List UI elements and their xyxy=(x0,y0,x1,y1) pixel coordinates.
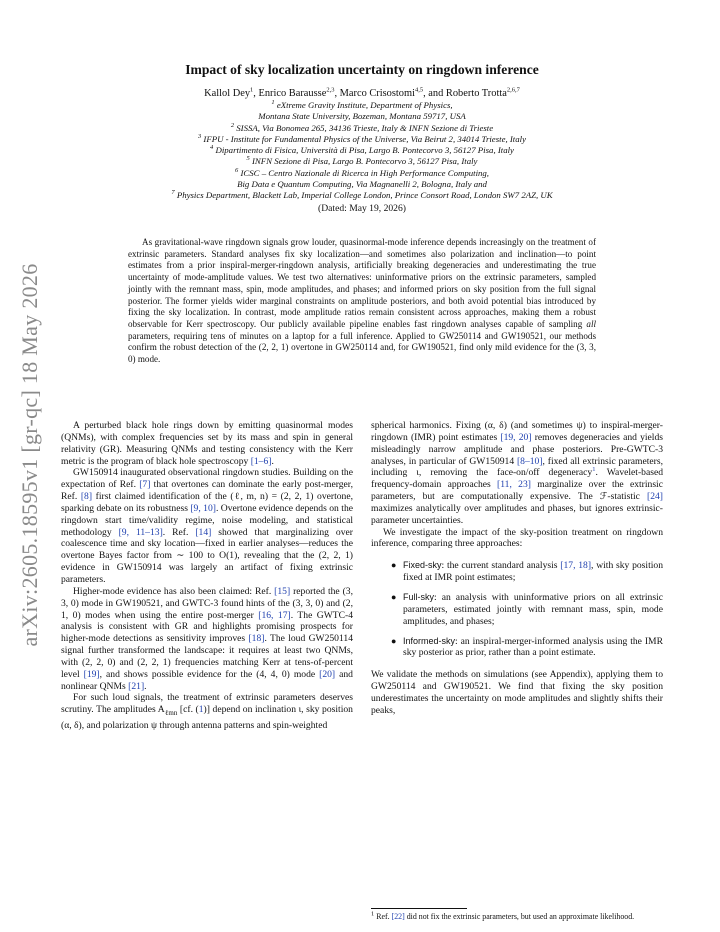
author-affil-mark: 2,6,7 xyxy=(506,86,520,94)
approach-list xyxy=(371,560,663,659)
affiliation-list xyxy=(80,100,644,202)
citation-link[interactable]: [11, 23] xyxy=(497,479,531,491)
author-affil-mark: 1 xyxy=(250,86,254,94)
citation-link[interactable]: [1–6] xyxy=(250,455,272,467)
author-name: Marco Crisostomi xyxy=(339,88,415,99)
footnote: $^1$ Ref. [22] did not fix the extrinsic parameters, but used an approximate likelihood. xyxy=(371,910,635,921)
body-column-left xyxy=(61,420,353,732)
citation-link[interactable]: [19, 20] xyxy=(500,431,532,443)
affiliation-line: $^4$ Dipartimento di Fisica, Università di Pisa, Largo B. Pontecorvo 3, 56127 Pisa, Italy xyxy=(210,144,514,156)
affiliation-line: $^7$ Physics Department, Blackett Lab, Imperial College London, Prince Consort Road, London SW7 2AZ, UK xyxy=(171,189,553,201)
citation-link[interactable]: [9, 10] xyxy=(190,502,216,514)
paragraph: GW150914 inaugurated observational ringdown studies. Building on the expectation of Ref. [7] that overtones can dominate the early post-merger, Ref. [8] first claimed identification of the (ℓ, m, n) = (2, 2, 1) overtone, sparking debate on its robustness [9, 10]. Overtone evidence depends on the ringdown start time/validity regime, noise modeling, and statistical methodology [9, 11–13]. Ref. [14] showed that marginalizing over coalescence time and sky location—fixed in earlier analyses—reduces the overtone Bayes factor from ∼ 100 to O(1), revealing that the (2, 2, 1) evidence in GW150914 was largely an artifact of fixing extrinsic parameters. xyxy=(61,467,353,585)
paragraph: A perturbed black hole rings down by emitting quasinormal modes (QNMs), with complex frequencies set by its mass and spin in general relativity (GR). Measuring QNMs and testing consistency with the Kerr metric is the program of black hole spectroscopy [1–6]. xyxy=(61,420,353,467)
bullet-icon: ● xyxy=(391,635,397,646)
author-affil-mark: 2,3 xyxy=(326,86,335,94)
citation-link[interactable]: [7] xyxy=(139,479,151,491)
author-affil-mark: 4,5 xyxy=(414,86,424,94)
author-name: Enrico Barausse xyxy=(258,88,327,99)
affiliation-line: Big Data e Quantum Computing, Via Magnanelli 2, Bologna, Italy and xyxy=(237,179,487,190)
citation-link[interactable]: [15] xyxy=(274,585,291,597)
citation-link[interactable]: [24] xyxy=(647,491,663,503)
approach-label: Informed-sky xyxy=(403,635,456,646)
citation-link[interactable]: [8] xyxy=(80,491,93,503)
affiliation-line: $^3$ IFPU - Institute for Fundamental Physics of the Universe, Via Beirut 2, 34014 Trieste, Italy xyxy=(197,132,527,144)
affiliation-line: $^6$ ICSC – Centro Nazionale di Ricerca in High Performance Computing, xyxy=(234,166,490,178)
citation-link[interactable]: [20] xyxy=(319,668,336,680)
affiliation-line: Montana State University, Bozeman, Montana 59717, USA xyxy=(258,111,466,122)
citation-link[interactable]: [8–10] xyxy=(516,455,543,467)
citation-link[interactable]: [18] xyxy=(248,633,265,645)
footnote-divider xyxy=(371,908,467,909)
footnote-marker[interactable]: 1 xyxy=(592,466,596,474)
paper-title: Impact of sky localization uncertainty on ringdown inference xyxy=(185,62,539,77)
bullet-icon: ● xyxy=(391,591,397,602)
citation-link[interactable]: [17, 18] xyxy=(560,560,592,572)
arxiv-identifier: arXiv:2605.18595v1 [gr-qc] 18 May 2026 xyxy=(17,263,42,647)
body-column-right xyxy=(371,420,663,717)
citation-link[interactable]: [14] xyxy=(195,526,212,538)
paragraph: spherical harmonics. Fixing (α, δ) (and sometimes ψ) to inspiral-merger-ringdown (IMR) point estimates [19, 20] removes degeneracies and yields misleadingly narrow amplitude and phase posteriors. Pre-GWTC-3 analyses, in particular of GW150914 [8–10], fixed all extrinsic parameters, including ι, removing the face-on/off degeneracy$^1$. Wavelet-based frequency-domain approaches [11, 23] marginalize over the extrinsic parameters, but are computationally expensive. The ℱ-statistic [24] maximizes analytically over amplitudes and phases, but ignores extrinsic-parameter uncertainties. xyxy=(371,420,663,526)
author-list: Kallol Dey$^1$, Enrico Barausse$^{2,3}$, Marco Crisostomi$^{4,5}$, and Roberto Trotta$^{2,6,7}$ xyxy=(204,86,520,99)
arxiv-identifier-sidebar xyxy=(8,220,52,690)
bullet-icon: ● xyxy=(391,560,397,571)
paragraph: For such loud signals, the treatment of extrinsic parameters deserves scrutiny. The amplitudes $A_{\ell mn}$ [cf. (1)] depend on inclination ι, sky position (α, δ), and polarization ψ through antenna patterns and spin-weighted xyxy=(61,692,353,731)
affiliation-line: $^2$ SISSA, Via Bonomea 265, 34136 Trieste, Italy & INFN Sezione di Trieste xyxy=(230,121,494,133)
list-item: ● Full-sky: an analysis with uninformative priors on all extrinsic parameters, estimated jointly with remnant mass, spin, mode amplitudes, and phases; xyxy=(391,591,663,627)
paragraph: We validate the methods on simulations (see Appendix), applying them to GW250114 and GW190521. We find that fixing the sky position underestimates the uncertainty on mode amplitudes and slightly shifts their peaks, xyxy=(371,669,663,716)
approach-label: Fixed-sky xyxy=(403,560,442,571)
list-item: ● Fixed-sky: the current standard analysis [17, 18], with sky position fixed at IMR point estimates; xyxy=(391,560,664,584)
affiliation-line: $^5$ INFN Sezione di Pisa, Largo B. Pontecorvo 3, 56127 Pisa, Italy xyxy=(246,155,478,167)
citation-link[interactable]: [16, 17] xyxy=(258,609,291,621)
citation-link[interactable]: [9, 11–13] xyxy=(118,526,163,538)
citation-link[interactable]: [19] xyxy=(83,668,100,680)
footnote-number: 1 xyxy=(371,910,375,918)
paragraph: We investigate the impact of the sky-position treatment on ringdown inference, comparing three approaches: xyxy=(371,526,663,550)
list-item: ● Informed-sky: an inspiral-merger-informed analysis using the IMR sky posterior as prior, rather than a point estimate. xyxy=(391,635,663,659)
equation-link[interactable]: 1 xyxy=(198,704,204,716)
paper-date: (Dated: May 19, 2026) xyxy=(318,202,406,214)
affiliation-line: $^1$ eXtreme Gravity Institute, Department of Physics, xyxy=(271,99,453,110)
paper-header xyxy=(80,62,644,214)
approach-label: Full-sky xyxy=(403,591,434,602)
citation-link[interactable]: [22] xyxy=(391,912,405,921)
abstract: As gravitational-wave ringdown signals grow louder, quasinormal-mode inference depends increasingly on the treatment of extrinsic parameters. Standard analyses fix sky localization—and sometimes also polarization and inclination—to point estimates from a prior inspiral-merger-ringdown analysis, artificially breaking degeneracies and underestimating the true uncertainty of mode-amplitude values. We test two alternatives: uninformative priors on the extrinsic parameters, sampled jointly with the remnant mass, spin, mode amplitudes, and phases; and informed priors on sky position from the full signal posterior. The former yields wider marginal constraints on amplitude posteriors, and both avoid potential bias introduced by fixing the sky localization. In contrast, mode amplitude ratios remain consistent across approaches, making them a robust observable for Kerr spectroscopy. Our publicly available pipeline enables fast ringdown analyses capable of sampling all parameters, requiring tens of minutes on a laptop for a full inference. Applied to GW250114 and GW190521, our methods confirm the robust detection of the (2, 2, 1) overtone in GW250114 and, for GW190521, find only mild evidence for the (3, 3, 0) mode. xyxy=(128,237,596,365)
citation-link[interactable]: [21] xyxy=(128,680,145,692)
author-name: Roberto Trotta xyxy=(445,88,507,99)
author-name: Kallol Dey xyxy=(204,88,251,99)
paragraph: Higher-mode evidence has also been claimed: Ref. [15] reported the (3, 3, 0) mode in GW190521, and GWTC-3 found hints of the (3, 3, 0) and (2, 1, 0) modes when using the entire post-merger [16, 17]. The GWTC-4 analysis is consistent with GR and highlights promising prospects for higher-mode detections as sensitivity improves [18]. The loud GW250114 signal further transformed the landscape: it requires at least two QNMs, with (2, 2, 0) and (2, 2, 1) frequencies matching Kerr at tens-of-percent level [19], and shows possible evidence for the (4, 4, 0) mode [20] and nonlinear QNMs [21]. xyxy=(61,585,354,692)
